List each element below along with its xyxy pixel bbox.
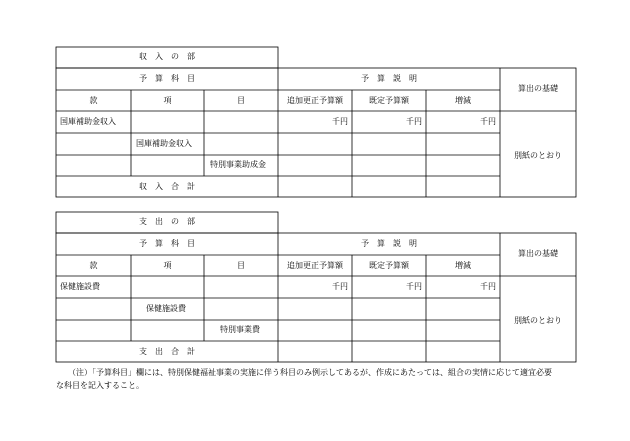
- expense-basis-value: 別紙のとおり: [514, 316, 562, 325]
- expense-col-moku: 目: [237, 261, 245, 270]
- expense-row1-change-unit: 千円: [480, 282, 496, 291]
- expense-col-kou: 項: [163, 261, 172, 270]
- income-col-kan: 款: [89, 96, 98, 105]
- expense-col-add: 追加更正予算額: [287, 261, 343, 270]
- expense-col-kan: 款: [89, 261, 98, 270]
- income-row3-moku: 特別事業助成金: [210, 160, 266, 169]
- expense-row1-add-unit: 千円: [332, 282, 348, 291]
- income-row1-add-unit: 千円: [332, 117, 348, 126]
- expense-row1-kan: 保健施設費: [60, 282, 100, 291]
- income-total: 収 入 合 計: [139, 182, 195, 191]
- note-line2: な科目を記入すること。: [56, 381, 144, 390]
- note-line1: （注）「予算科目」欄には、特別保健福祉事業の実施に伴う科目のみ例示してあるが、作成にあたっては、組合の実情に応じて適宜必要: [68, 368, 552, 377]
- expense-col-change: 増減: [455, 261, 471, 270]
- expense-budget-item-header: 予 算 科 目: [139, 239, 195, 248]
- income-col-change: 増減: [455, 96, 471, 105]
- income-col-existing: 既定予算額: [369, 96, 409, 105]
- expense-section-header: 支 出 の 部: [139, 217, 195, 226]
- expense-row2-kou: 保健施設費: [146, 304, 186, 313]
- income-section-header: 収 入 の 部: [139, 52, 195, 61]
- expense-total: 支 出 合 計: [139, 347, 195, 356]
- expense-col-existing: 既定予算額: [369, 261, 409, 270]
- income-row2-kou: 国庫補助金収入: [136, 139, 192, 148]
- income-col-add: 追加更正予算額: [287, 96, 343, 105]
- income-explanation-header: 予 算 説 明: [361, 74, 417, 83]
- income-basis-header: 算出の基礎: [518, 84, 558, 93]
- income-budget-item-header: 予 算 科 目: [139, 74, 195, 83]
- income-col-kou: 項: [163, 96, 172, 105]
- income-row1-kan: 国庫補助金収入: [60, 117, 116, 126]
- expense-row1-existing-unit: 千円: [406, 282, 422, 291]
- income-col-moku: 目: [237, 96, 245, 105]
- expense-explanation-header: 予 算 説 明: [361, 239, 417, 248]
- expense-row3-moku: 特別事業費: [220, 325, 260, 334]
- income-row1-change-unit: 千円: [480, 117, 496, 126]
- expense-basis-header: 算出の基礎: [518, 249, 558, 258]
- income-row1-existing-unit: 千円: [406, 117, 422, 126]
- income-basis-value: 別紙のとおり: [514, 151, 562, 160]
